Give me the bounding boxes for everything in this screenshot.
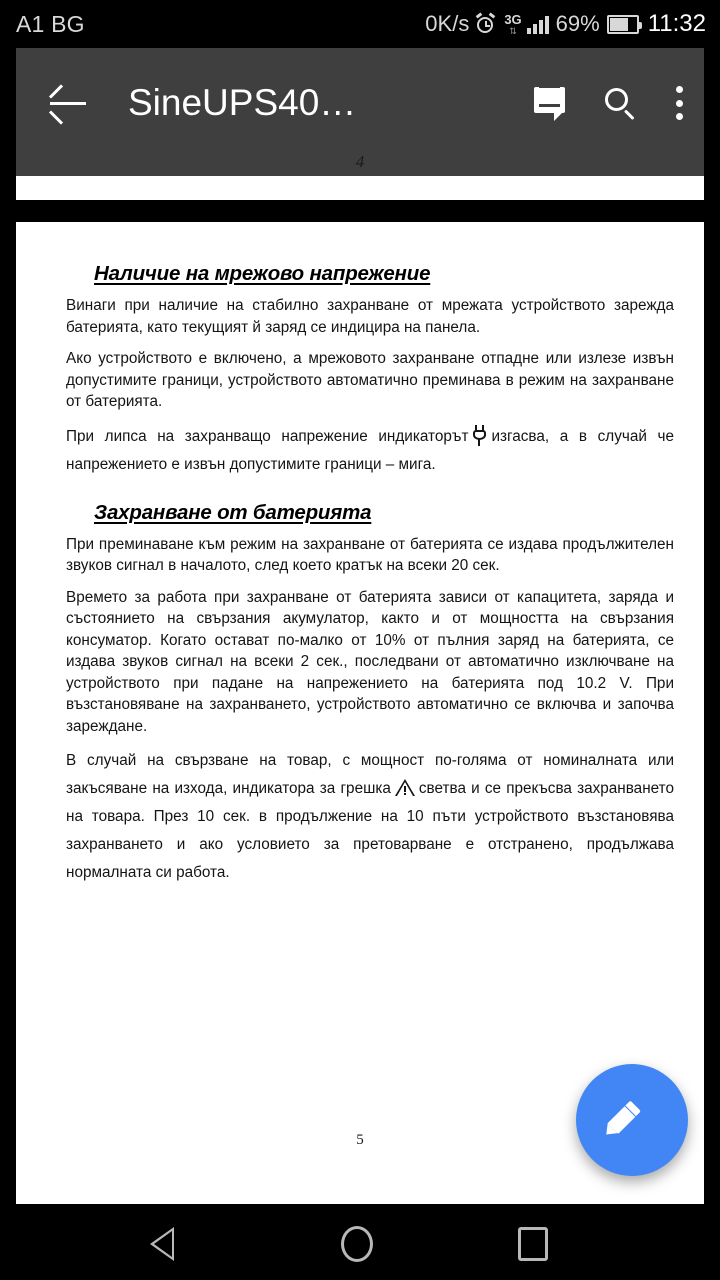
paragraph: Времето за работа при захранване от батерията зависи от капацитета, заряда и състоянието на свързания акумулатор, както и от мощността на свързания консуматор. Когато остават по-малко от 10% от пълния заряд на батерията, се издава звуков сигнал на всеки 2 сек., последвани от автоматично изключване на устройството при падане на напрежението на батерията под 10.2 V. При възстановяване на захранването, устройството автоматично се включва и започва зареждане. (66, 588, 674, 735)
battery-icon (607, 15, 639, 34)
comment-icon[interactable] (532, 85, 568, 121)
previous-page-number: 4 (355, 152, 365, 171)
data-arrows-icon: ⇅ (509, 25, 517, 36)
network-type-indicator (504, 13, 521, 36)
edit-pencil-icon (602, 1101, 641, 1140)
previous-page-sliver[interactable] (16, 176, 704, 200)
nav-home-circle-icon[interactable] (341, 1226, 373, 1262)
search-icon[interactable] (602, 85, 638, 121)
paragraph-text-before-icon: При липса на захранващо напрежение индикаторът (66, 427, 469, 445)
paragraph: Ако устройството е включено, а мрежовото захранване отпадне или излезе извън допустимите граници, устройството автоматично преминава в режим на захранване от батерията. (66, 350, 674, 410)
network-type-label: 3G (504, 11, 522, 27)
android-navigation-bar (0, 1208, 720, 1280)
section-heading-battery-power: Захранване от батерията (94, 500, 372, 524)
status-bar (0, 0, 720, 48)
paragraph-text-after-icon: изгасва, а в случай че напрежението е извън допустимите граници – мига. (66, 427, 675, 473)
paragraph-with-warning-icon (66, 747, 674, 887)
warning-triangle-icon (395, 779, 415, 797)
network-speed-label: 0K/s (425, 11, 470, 36)
paragraph-text-before-icon: В случай на свързване на товар, с мощност по-голяма от номиналната или закъсяване на изхода, индикатора за грешка (66, 752, 674, 797)
battery-percent-label: 69% (555, 11, 600, 36)
signal-bars-icon (527, 14, 549, 34)
carrier-label: A1 BG (16, 10, 85, 37)
overflow-menu-icon[interactable] (672, 84, 686, 122)
app-bar-actions (532, 84, 686, 122)
page-number: 5 (356, 1132, 364, 1148)
alarm-clock-icon (476, 14, 497, 35)
document-page[interactable] (16, 222, 704, 1204)
clock-label: 11:32 (647, 10, 706, 37)
nav-back-triangle-icon[interactable] (172, 1227, 196, 1261)
back-arrow-icon[interactable] (42, 77, 94, 129)
status-bar-right-cluster (425, 10, 706, 38)
power-plug-icon (472, 425, 487, 446)
paragraph-text-after-icon: светва и се прекъсва захранването на товара. През 10 сек. в продължение на 10 пъти устройството възстановява захранването и ако условието за претоварване е отстранено, продължава нормалната си работа. (66, 780, 674, 881)
edit-fab-button[interactable] (576, 1064, 688, 1176)
paragraph: Винаги при наличие на стабилно захранване от мрежата устройството зарежда батерията, като текущият й заряд се индицира на панела. (66, 297, 674, 336)
paragraph: При преминаване към режим на захранване от батерията се издава продължителен звуков сигнал в началото, след което кратък на всеки 20 сек. (66, 535, 674, 574)
nav-recents-square-icon[interactable] (518, 1227, 548, 1261)
paragraph-with-plug-icon (66, 423, 674, 479)
section-heading-mains-voltage: Наличие на мрежово напрежение (94, 262, 431, 285)
page-title: SineUPS40… (128, 82, 357, 123)
document-body (66, 262, 674, 897)
app-bar (16, 48, 704, 176)
app-bar-row (16, 48, 704, 158)
